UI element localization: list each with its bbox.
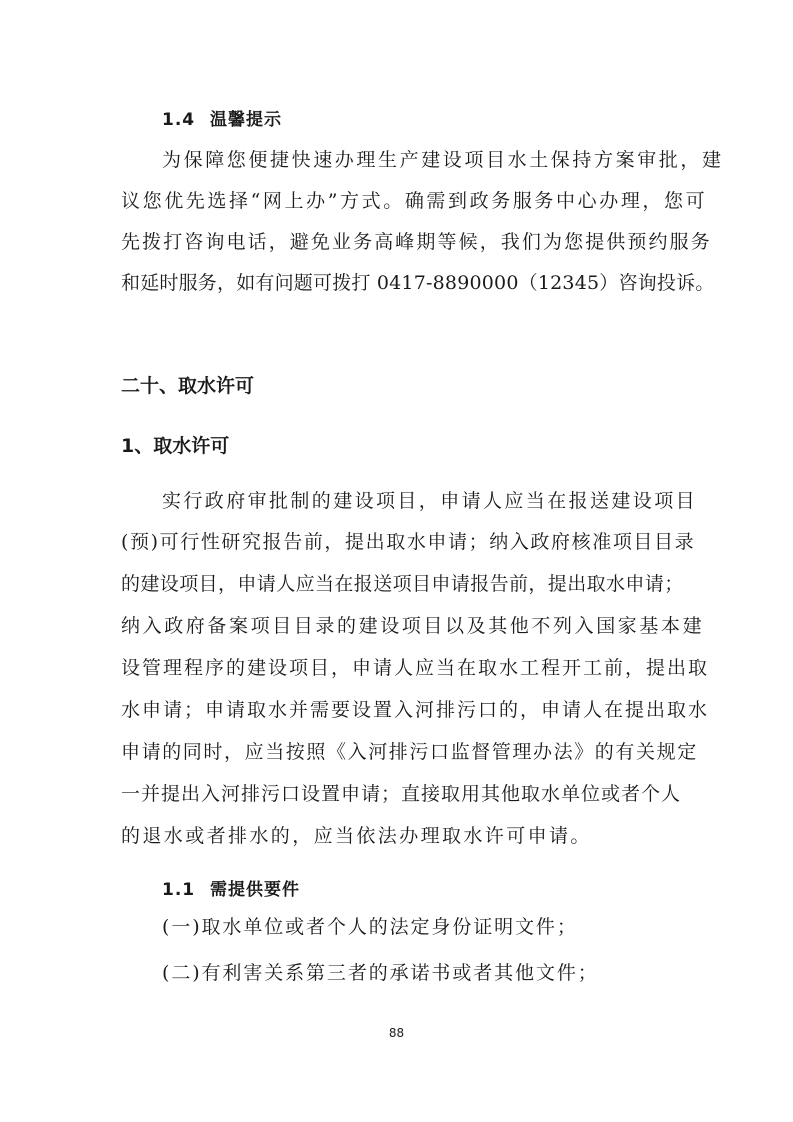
- section-number: 1.4: [162, 110, 196, 130]
- list-item: (一)取水单位或者个人的法定身份证明文件；: [162, 916, 578, 938]
- paragraph-line: 一并提出入河排污口设置申请；直接取用其他取水单位或者个人: [121, 783, 682, 805]
- section-title: 需提供要件: [210, 880, 300, 900]
- section-heading-1-1: [162, 875, 300, 900]
- page-number: 88: [388, 1026, 405, 1040]
- paragraph-line: (预)可行性研究报告前，提出取水申请；纳入政府核准项目目录: [121, 531, 696, 553]
- section-title: 温馨提示: [210, 110, 282, 130]
- chapter-title: 二十、取水许可: [121, 375, 255, 397]
- paragraph-line: 实行政府审批制的建设项目，申请人应当在报送建设项目: [162, 490, 698, 512]
- paragraph-line: 纳入政府备案项目目录的建设项目以及其他不列入国家基本建: [121, 615, 705, 637]
- section-title-1: 1、取水许可: [121, 435, 230, 457]
- paragraph-line: 申请的同时，应当按照《入河排污口监督管理办法》的有关规定: [121, 741, 698, 763]
- paragraph-line: 设管理程序的建设项目，申请人应当在取水工程开工前，提出取: [121, 657, 710, 679]
- paragraph-line: 和延时服务，如有问题可拨打 0417-8890000（12345）咨询投诉。: [121, 272, 715, 294]
- paragraph-line: 的退水或者排水的，应当依法办理取水许可申请。: [121, 825, 592, 847]
- paragraph-line: 的建设项目，申请人应当在报送项目申请报告前，提出取水申请；: [121, 573, 684, 595]
- paragraph-line: 水申请；申请取水并需要设置入河排污口的，申请人在提出取水: [121, 699, 710, 721]
- paragraph-line: 议您优先选择“网上办”方式。确需到政务服务中心办理，您可: [121, 190, 708, 212]
- list-item: (二)有利害关系第三者的承诺书或者其他文件；: [162, 962, 599, 984]
- section-number: 1.1: [162, 880, 196, 900]
- paragraph-line: 先拨打咨询电话，避免业务高峰期等候，我们为您提供预约服务: [121, 231, 712, 253]
- section-heading-1-4: [162, 105, 282, 130]
- paragraph-line: 为保障您便捷快速办理生产建设项目水土保持方案审批，建: [162, 149, 724, 171]
